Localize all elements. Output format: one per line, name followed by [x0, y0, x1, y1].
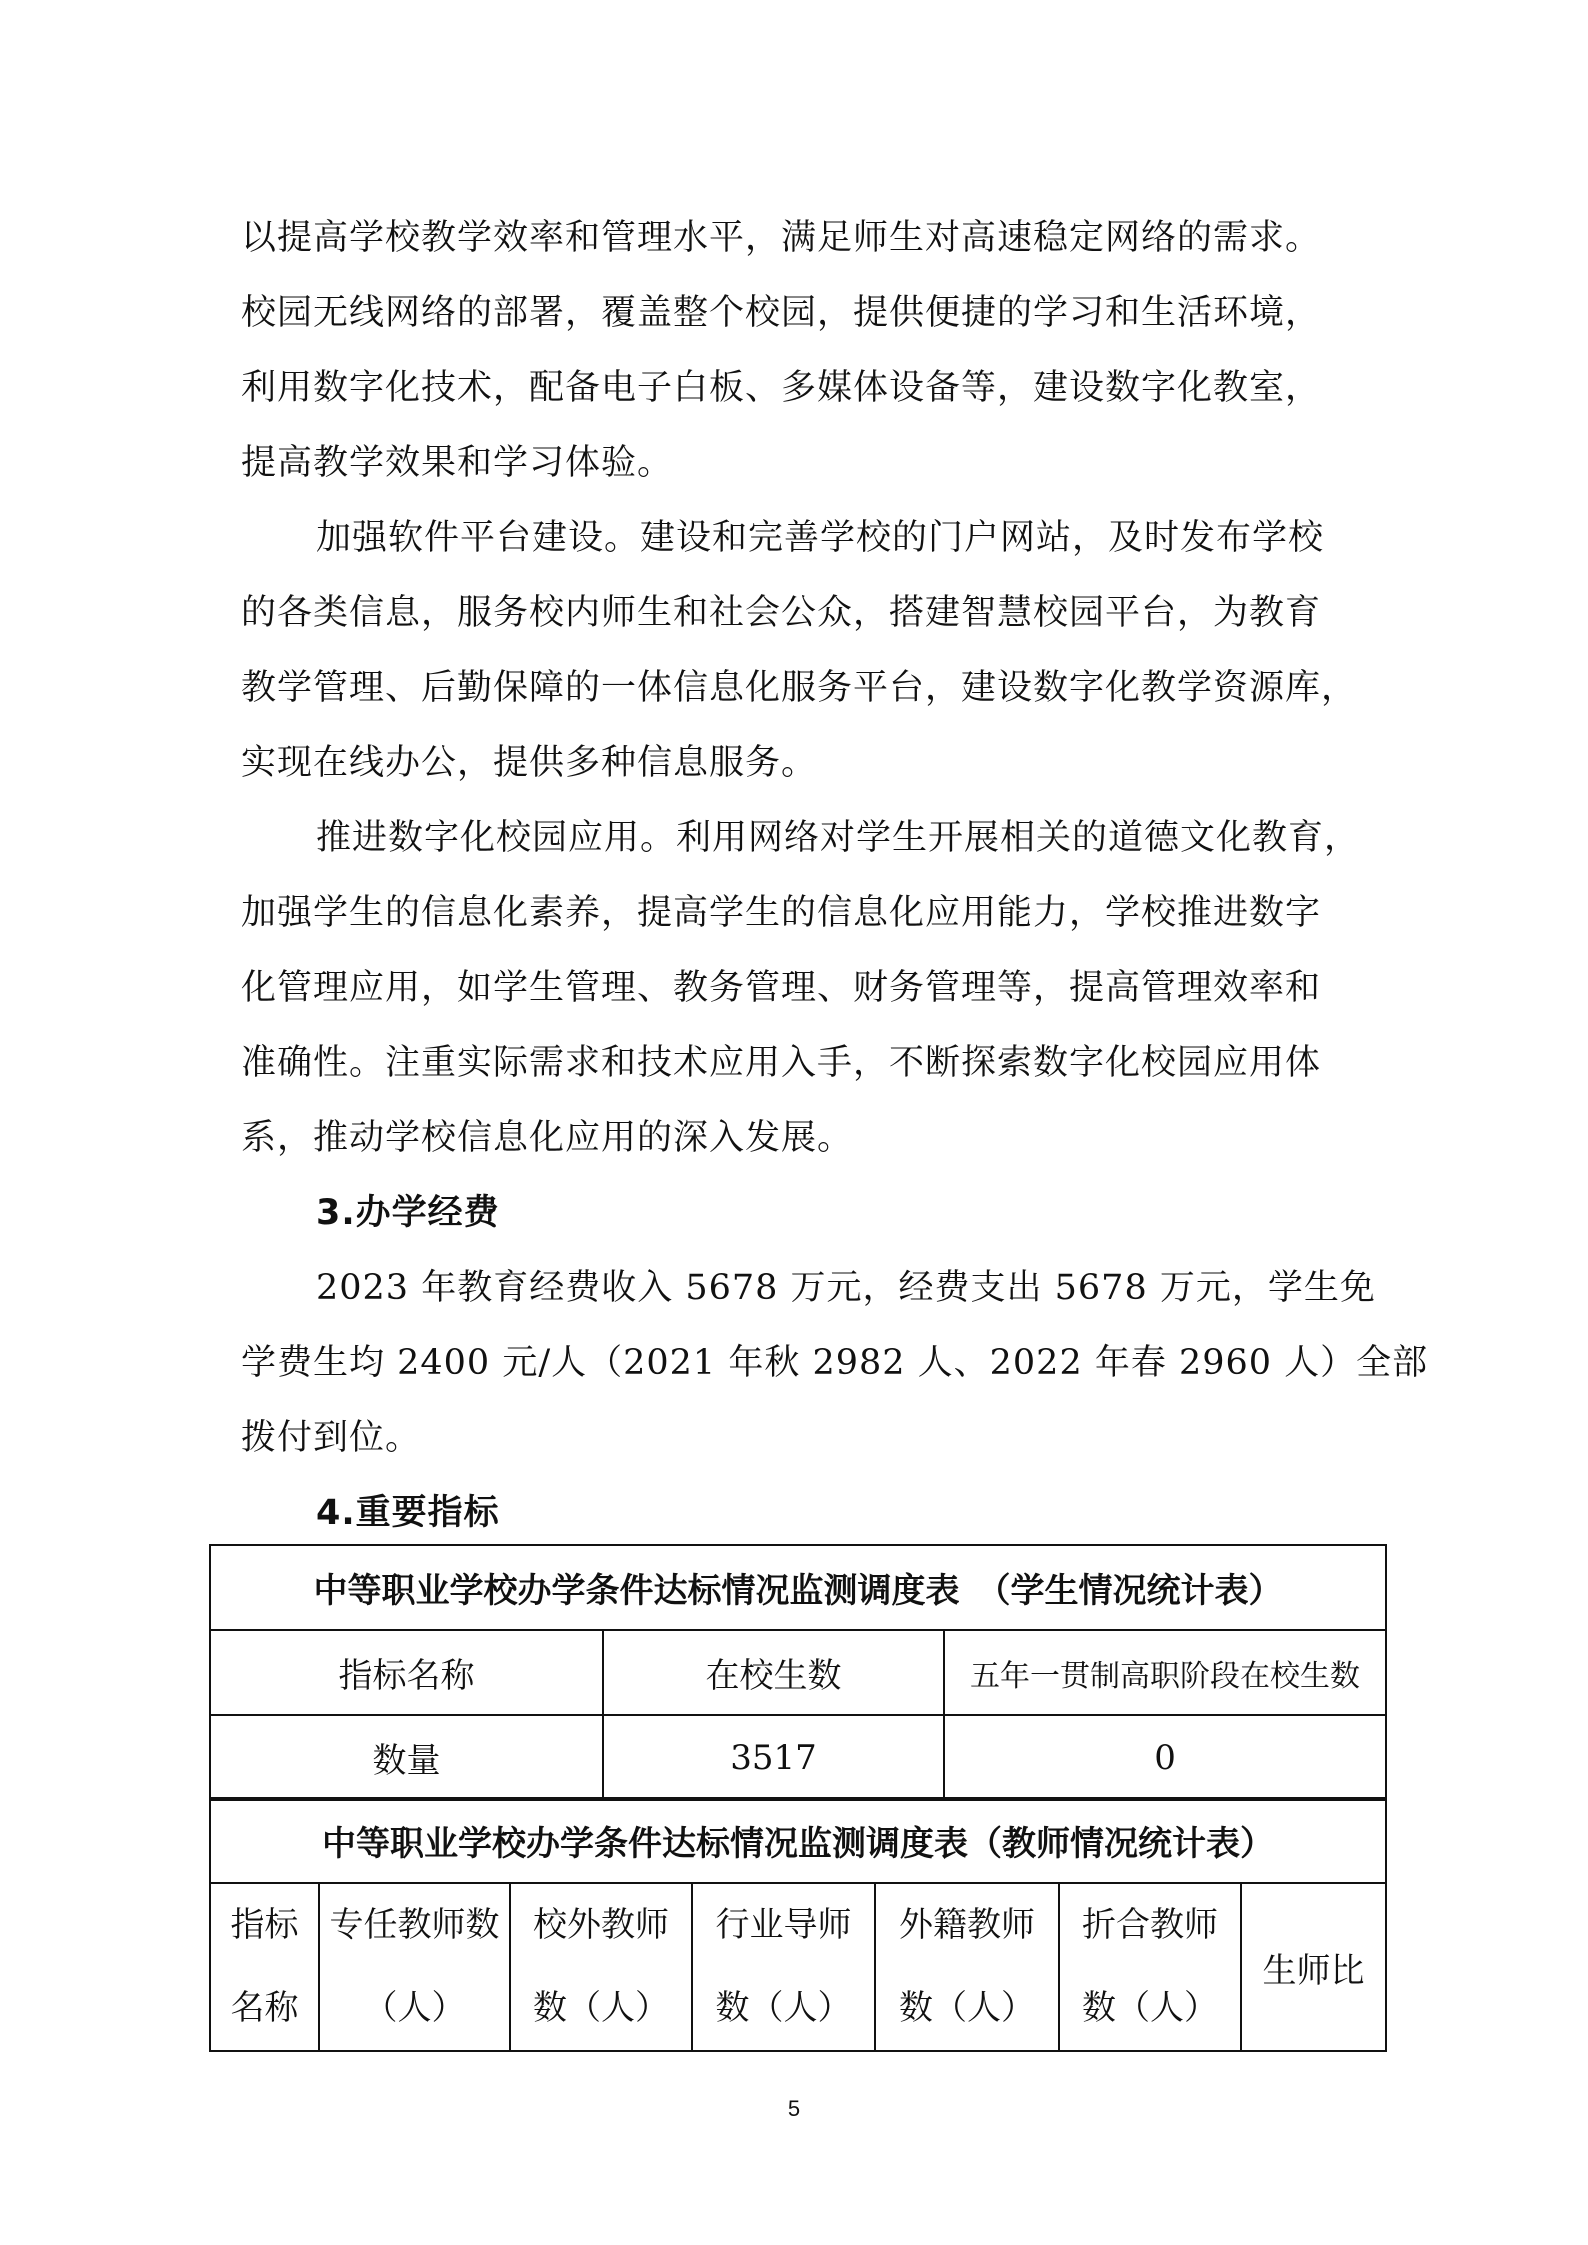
header-line: 数（人）	[533, 1988, 669, 2028]
paragraph-line: 加强学生的信息化素养，提高学生的信息化应用能力，学校推进数字	[241, 893, 1322, 933]
table-header-cell	[1059, 1883, 1241, 2051]
paragraph-line: 提高教学效果和学习体验。	[241, 443, 674, 483]
paragraph-line: 2023 年教育经费收入 5678 万元，经费支出 5678 万元，学生免	[316, 1268, 1376, 1308]
header-line: 折合教师	[1082, 1905, 1218, 1945]
table-header-cell: 指标名称	[210, 1630, 603, 1715]
paragraph-line: 准确性。注重实际需求和技术应用入手，不断探索数字化校园应用体	[241, 1043, 1322, 1083]
header-line: 指标	[230, 1905, 299, 1945]
student-stats-table	[209, 1544, 1387, 1801]
paragraph-line: 利用数字化技术，配备电子白板、多媒体设备等，建设数字化教室，	[241, 368, 1322, 408]
paragraph-line: 实现在线办公，提供多种信息服务。	[241, 743, 818, 783]
table-header-cell	[692, 1883, 875, 2051]
table-header-cell	[210, 1883, 319, 2051]
paragraph-line: 拨付到位。	[241, 1418, 422, 1458]
paragraph-line: 教学管理、后勤保障的一体信息化服务平台，建设数字化教学资源库，	[241, 668, 1358, 708]
header-line: 生师比	[1262, 1950, 1365, 1991]
page-number: 5	[787, 2096, 801, 2121]
paragraph-line: 以提高学校教学效率和管理水平，满足师生对高速稳定网络的需求。	[241, 218, 1322, 258]
header-line: 行业导师	[715, 1905, 852, 1945]
table-header-cell	[510, 1883, 692, 2051]
table-title: 中等职业学校办学条件达标情况监测调度表（教师情况统计表）	[210, 1798, 1386, 1883]
table-header-cell: 在校生数	[603, 1630, 944, 1715]
table-header-cell	[1241, 1883, 1386, 2051]
section-heading: 4.重要指标	[316, 1493, 500, 1533]
teacher-stats-table	[209, 1797, 1387, 2052]
header-line: （人）	[363, 1988, 466, 2028]
table-header-cell: 五年一贯制高职阶段在校生数	[944, 1630, 1386, 1715]
table-header-cell	[319, 1883, 510, 2051]
header-line: 数（人）	[899, 1988, 1035, 2028]
section-heading: 3.办学经费	[316, 1193, 500, 1233]
table-cell: 0	[944, 1715, 1386, 1800]
table-cell: 数量	[210, 1715, 603, 1800]
header-line: 数（人）	[715, 1988, 852, 2028]
paragraph-line: 系，推动学校信息化应用的深入发展。	[241, 1118, 854, 1158]
header-line: 数（人）	[1082, 1988, 1218, 2028]
table-title: 中等职业学校办学条件达标情况监测调度表 （学生情况统计表）	[210, 1545, 1386, 1630]
table-cell: 3517	[603, 1715, 944, 1800]
header-line: 校外教师	[533, 1905, 669, 1945]
table-header-cell	[875, 1883, 1059, 2051]
header-line: 专任教师数	[329, 1905, 500, 1945]
header-line: 名称	[230, 1988, 299, 2028]
paragraph-line: 加强软件平台建设。建设和完善学校的门户网站，及时发布学校	[316, 518, 1325, 558]
paragraph-line: 学费生均 2400 元/人（2021 年秋 2982 人、2022 年春 2960 人）全部	[241, 1343, 1429, 1383]
paragraph-line: 推进数字化校园应用。利用网络对学生开展相关的道德文化教育，	[316, 818, 1361, 858]
header-line: 外籍教师	[899, 1905, 1035, 1945]
paragraph-line: 的各类信息，服务校内师生和社会公众，搭建智慧校园平台，为教育	[241, 593, 1322, 633]
paragraph-line: 校园无线网络的部署，覆盖整个校园，提供便捷的学习和生活环境，	[241, 293, 1322, 333]
paragraph-line: 化管理应用，如学生管理、教务管理、财务管理等，提高管理效率和	[241, 968, 1322, 1008]
